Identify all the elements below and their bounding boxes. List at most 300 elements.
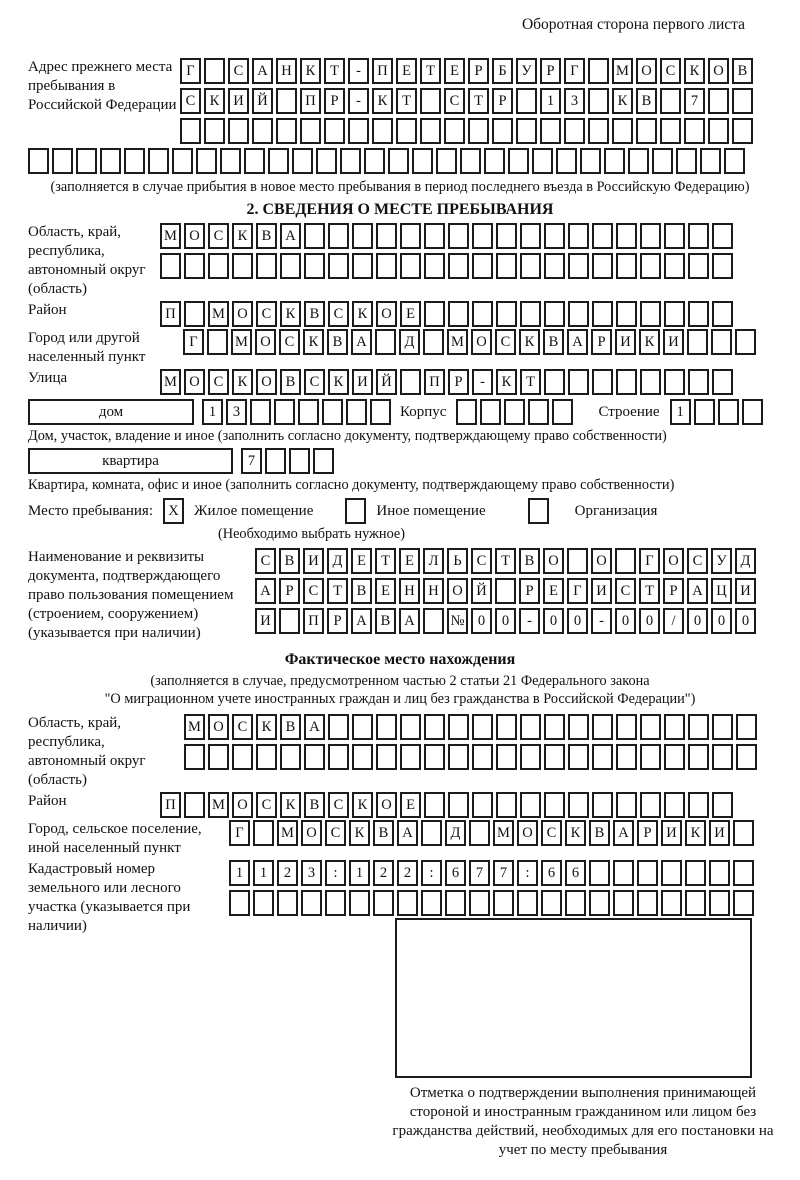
form-cell[interactable] [664, 792, 685, 818]
form-cell[interactable] [492, 118, 513, 144]
form-cell[interactable]: П [300, 88, 321, 114]
form-cell[interactable]: П [160, 792, 181, 818]
form-cell[interactable] [493, 890, 514, 916]
form-cell[interactable] [732, 88, 753, 114]
form-cell[interactable] [279, 608, 300, 634]
form-cell[interactable] [184, 253, 205, 279]
form-cell[interactable] [664, 744, 685, 770]
form-cell[interactable]: 1 [670, 399, 691, 425]
form-cell[interactable]: К [352, 301, 373, 327]
form-cell[interactable]: 0 [615, 608, 636, 634]
form-cell[interactable]: А [399, 608, 420, 634]
form-cell[interactable]: Н [399, 578, 420, 604]
form-cell[interactable] [592, 223, 613, 249]
form-cell[interactable] [204, 118, 225, 144]
form-cell[interactable] [592, 253, 613, 279]
form-cell[interactable] [292, 148, 313, 174]
form-cell[interactable]: О [184, 223, 205, 249]
form-cell[interactable]: О [376, 792, 397, 818]
form-cell[interactable]: Е [543, 578, 564, 604]
form-cell[interactable]: В [280, 369, 301, 395]
form-cell[interactable] [733, 820, 754, 846]
form-cell[interactable] [280, 744, 301, 770]
form-cell[interactable]: 0 [735, 608, 756, 634]
form-cell[interactable] [616, 792, 637, 818]
form-cell[interactable] [100, 148, 121, 174]
form-cell[interactable]: П [424, 369, 445, 395]
form-cell[interactable]: 6 [541, 860, 562, 886]
form-cell[interactable]: Л [423, 548, 444, 574]
form-cell[interactable] [592, 369, 613, 395]
form-cell[interactable] [712, 369, 733, 395]
form-cell[interactable]: Р [468, 58, 489, 84]
form-cell[interactable] [664, 301, 685, 327]
form-cell[interactable] [448, 792, 469, 818]
form-cell[interactable] [552, 399, 573, 425]
form-cell[interactable] [445, 890, 466, 916]
form-cell[interactable]: Е [444, 58, 465, 84]
form-cell[interactable] [532, 148, 553, 174]
form-cell[interactable]: 1 [253, 860, 274, 886]
form-cell[interactable]: Р [663, 578, 684, 604]
form-cell[interactable]: 7 [684, 88, 705, 114]
form-cell[interactable]: 6 [445, 860, 466, 886]
form-cell[interactable] [733, 890, 754, 916]
form-cell[interactable]: О [255, 329, 276, 355]
form-cell[interactable]: Е [375, 578, 396, 604]
form-cell[interactable]: В [280, 714, 301, 740]
form-cell[interactable]: Р [519, 578, 540, 604]
form-cell[interactable]: Б [492, 58, 513, 84]
form-cell[interactable]: Т [468, 88, 489, 114]
form-cell[interactable]: Д [327, 548, 348, 574]
form-cell[interactable]: Е [400, 792, 421, 818]
form-cell[interactable] [568, 714, 589, 740]
form-cell[interactable]: № [447, 608, 468, 634]
form-cell[interactable]: П [160, 301, 181, 327]
form-cell[interactable] [724, 148, 745, 174]
form-cell[interactable]: В [543, 329, 564, 355]
form-cell[interactable] [396, 118, 417, 144]
form-cell[interactable]: М [277, 820, 298, 846]
house-box[interactable]: дом [28, 399, 194, 425]
form-cell[interactable] [592, 714, 613, 740]
form-cell[interactable]: : [421, 860, 442, 886]
apartment-box[interactable]: квартира [28, 448, 233, 474]
form-cell[interactable] [640, 223, 661, 249]
form-cell[interactable] [516, 118, 537, 144]
form-cell[interactable]: 1 [202, 399, 223, 425]
form-cell[interactable] [436, 148, 457, 174]
form-cell[interactable] [256, 744, 277, 770]
form-cell[interactable]: Д [445, 820, 466, 846]
form-cell[interactable]: Т [327, 578, 348, 604]
form-cell[interactable] [742, 399, 763, 425]
form-cell[interactable] [592, 301, 613, 327]
form-cell[interactable] [376, 253, 397, 279]
form-cell[interactable]: О [184, 369, 205, 395]
form-cell[interactable]: К [232, 223, 253, 249]
form-cell[interactable] [640, 301, 661, 327]
form-cell[interactable] [736, 744, 757, 770]
form-cell[interactable]: В [351, 578, 372, 604]
form-cell[interactable]: И [661, 820, 682, 846]
form-cell[interactable] [616, 223, 637, 249]
form-cell[interactable] [184, 792, 205, 818]
form-cell[interactable]: П [372, 58, 393, 84]
form-cell[interactable]: М [208, 301, 229, 327]
form-cell[interactable]: Р [637, 820, 658, 846]
form-cell[interactable] [480, 399, 501, 425]
form-cell[interactable] [232, 253, 253, 279]
form-cell[interactable] [207, 329, 228, 355]
form-cell[interactable] [304, 744, 325, 770]
form-cell[interactable] [469, 890, 490, 916]
form-cell[interactable]: Д [399, 329, 420, 355]
form-cell[interactable] [370, 399, 391, 425]
form-cell[interactable] [124, 148, 145, 174]
form-cell[interactable] [709, 890, 730, 916]
form-cell[interactable]: К [328, 369, 349, 395]
form-cell[interactable] [664, 223, 685, 249]
form-cell[interactable] [613, 860, 634, 886]
form-cell[interactable] [708, 118, 729, 144]
form-cell[interactable]: С [660, 58, 681, 84]
form-cell[interactable]: К [685, 820, 706, 846]
form-cell[interactable]: - [472, 369, 493, 395]
form-cell[interactable] [172, 148, 193, 174]
form-cell[interactable]: О [471, 329, 492, 355]
form-cell[interactable]: Т [375, 548, 396, 574]
form-cell[interactable] [712, 301, 733, 327]
form-cell[interactable] [568, 223, 589, 249]
form-cell[interactable] [613, 890, 634, 916]
form-cell[interactable]: А [280, 223, 301, 249]
form-cell[interactable]: А [252, 58, 273, 84]
form-cell[interactable]: В [636, 88, 657, 114]
form-cell[interactable] [588, 58, 609, 84]
form-cell[interactable] [277, 890, 298, 916]
form-cell[interactable] [252, 118, 273, 144]
form-cell[interactable]: О [208, 714, 229, 740]
form-cell[interactable]: К [303, 329, 324, 355]
form-cell[interactable] [400, 253, 421, 279]
form-cell[interactable] [495, 578, 516, 604]
form-cell[interactable]: Т [420, 58, 441, 84]
form-cell[interactable] [589, 890, 610, 916]
form-cell[interactable] [556, 148, 577, 174]
form-cell[interactable] [468, 118, 489, 144]
form-cell[interactable]: К [349, 820, 370, 846]
form-cell[interactable]: А [351, 329, 372, 355]
form-cell[interactable]: А [567, 329, 588, 355]
form-cell[interactable]: Г [639, 548, 660, 574]
form-cell[interactable] [304, 223, 325, 249]
form-cell[interactable]: И [228, 88, 249, 114]
form-cell[interactable] [589, 860, 610, 886]
form-cell[interactable]: 1 [349, 860, 370, 886]
form-cell[interactable]: Й [252, 88, 273, 114]
form-cell[interactable] [196, 148, 217, 174]
form-cell[interactable] [520, 301, 541, 327]
form-cell[interactable] [400, 714, 421, 740]
form-cell[interactable] [615, 548, 636, 574]
form-cell[interactable]: С [256, 792, 277, 818]
form-cell[interactable]: Т [324, 58, 345, 84]
form-cell[interactable] [424, 253, 445, 279]
form-cell[interactable] [736, 714, 757, 740]
form-cell[interactable]: К [256, 714, 277, 740]
form-cell[interactable] [685, 890, 706, 916]
form-cell[interactable]: Р [540, 58, 561, 84]
form-cell[interactable] [376, 714, 397, 740]
form-cell[interactable] [718, 399, 739, 425]
form-cell[interactable] [229, 890, 250, 916]
form-cell[interactable] [540, 118, 561, 144]
form-cell[interactable] [528, 399, 549, 425]
form-cell[interactable] [424, 301, 445, 327]
form-cell[interactable] [496, 253, 517, 279]
form-cell[interactable]: К [372, 88, 393, 114]
form-cell[interactable]: Н [423, 578, 444, 604]
form-cell[interactable] [694, 399, 715, 425]
form-cell[interactable] [516, 88, 537, 114]
form-cell[interactable] [676, 148, 697, 174]
form-cell[interactable] [661, 860, 682, 886]
form-cell[interactable] [448, 253, 469, 279]
form-cell[interactable]: К [204, 88, 225, 114]
form-cell[interactable]: И [709, 820, 730, 846]
form-cell[interactable] [732, 118, 753, 144]
form-cell[interactable] [349, 890, 370, 916]
form-cell[interactable] [328, 744, 349, 770]
form-cell[interactable]: И [591, 578, 612, 604]
form-cell[interactable] [448, 301, 469, 327]
form-cell[interactable]: Д [735, 548, 756, 574]
form-cell[interactable]: Ц [711, 578, 732, 604]
form-cell[interactable] [541, 890, 562, 916]
form-cell[interactable] [544, 223, 565, 249]
form-cell[interactable] [544, 301, 565, 327]
form-cell[interactable] [712, 744, 733, 770]
form-cell[interactable]: О [232, 301, 253, 327]
form-cell[interactable]: К [352, 792, 373, 818]
form-cell[interactable] [460, 148, 481, 174]
form-cell[interactable]: В [327, 329, 348, 355]
form-cell[interactable]: С [328, 301, 349, 327]
form-cell[interactable] [688, 223, 709, 249]
form-cell[interactable] [420, 88, 441, 114]
form-cell[interactable]: Е [400, 301, 421, 327]
form-cell[interactable] [688, 369, 709, 395]
form-cell[interactable]: Е [396, 58, 417, 84]
form-cell[interactable] [637, 860, 658, 886]
form-cell[interactable] [565, 890, 586, 916]
form-cell[interactable]: К [639, 329, 660, 355]
form-cell[interactable] [664, 369, 685, 395]
form-cell[interactable] [733, 860, 754, 886]
form-cell[interactable]: К [280, 792, 301, 818]
form-cell[interactable] [660, 118, 681, 144]
form-cell[interactable] [628, 148, 649, 174]
form-cell[interactable] [352, 744, 373, 770]
form-cell[interactable]: 7 [493, 860, 514, 886]
form-cell[interactable] [712, 714, 733, 740]
form-cell[interactable]: К [300, 58, 321, 84]
form-cell[interactable] [375, 329, 396, 355]
form-cell[interactable] [712, 792, 733, 818]
form-cell[interactable]: Г [229, 820, 250, 846]
form-cell[interactable]: Г [564, 58, 585, 84]
form-cell[interactable]: С [180, 88, 201, 114]
form-cell[interactable] [472, 223, 493, 249]
form-cell[interactable] [328, 253, 349, 279]
form-cell[interactable]: П [303, 608, 324, 634]
form-cell[interactable]: У [516, 58, 537, 84]
form-cell[interactable] [268, 148, 289, 174]
form-cell[interactable] [352, 253, 373, 279]
form-cell[interactable] [276, 88, 297, 114]
form-cell[interactable]: О [517, 820, 538, 846]
form-cell[interactable] [568, 369, 589, 395]
form-cell[interactable]: 0 [639, 608, 660, 634]
form-cell[interactable] [520, 714, 541, 740]
form-cell[interactable] [640, 792, 661, 818]
form-cell[interactable]: С [232, 714, 253, 740]
form-cell[interactable]: - [348, 58, 369, 84]
form-cell[interactable] [316, 148, 337, 174]
form-cell[interactable]: К [519, 329, 540, 355]
form-cell[interactable] [640, 369, 661, 395]
form-cell[interactable] [616, 253, 637, 279]
form-cell[interactable]: М [208, 792, 229, 818]
form-cell[interactable] [709, 860, 730, 886]
form-cell[interactable] [496, 223, 517, 249]
form-cell[interactable]: Р [448, 369, 469, 395]
form-cell[interactable] [376, 223, 397, 249]
form-cell[interactable]: Т [396, 88, 417, 114]
form-cell[interactable] [298, 399, 319, 425]
form-cell[interactable] [424, 744, 445, 770]
form-cell[interactable]: 3 [564, 88, 585, 114]
form-cell[interactable] [276, 118, 297, 144]
form-cell[interactable] [256, 253, 277, 279]
form-cell[interactable]: С [303, 578, 324, 604]
form-cell[interactable] [424, 714, 445, 740]
form-cell[interactable] [373, 890, 394, 916]
form-cell[interactable] [661, 890, 682, 916]
form-cell[interactable] [208, 253, 229, 279]
form-cell[interactable] [346, 399, 367, 425]
form-cell[interactable] [660, 88, 681, 114]
form-cell[interactable]: С [495, 329, 516, 355]
form-cell[interactable] [253, 820, 274, 846]
form-cell[interactable] [400, 744, 421, 770]
form-cell[interactable] [567, 548, 588, 574]
form-cell[interactable] [424, 792, 445, 818]
form-cell[interactable]: В [519, 548, 540, 574]
form-cell[interactable] [280, 253, 301, 279]
form-cell[interactable]: В [279, 548, 300, 574]
form-cell[interactable]: С [471, 548, 492, 574]
form-cell[interactable] [684, 118, 705, 144]
form-cell[interactable] [421, 820, 442, 846]
form-cell[interactable]: С [615, 578, 636, 604]
form-cell[interactable] [340, 148, 361, 174]
form-cell[interactable]: 1 [540, 88, 561, 114]
form-cell[interactable]: - [591, 608, 612, 634]
form-cell[interactable] [472, 714, 493, 740]
form-cell[interactable]: К [612, 88, 633, 114]
form-cell[interactable]: А [613, 820, 634, 846]
form-cell[interactable]: 2 [373, 860, 394, 886]
form-cell[interactable] [148, 148, 169, 174]
form-cell[interactable]: С [687, 548, 708, 574]
form-cell[interactable] [232, 744, 253, 770]
form-cell[interactable]: Т [520, 369, 541, 395]
form-cell[interactable] [708, 88, 729, 114]
form-cell[interactable] [544, 714, 565, 740]
form-cell[interactable] [664, 253, 685, 279]
form-cell[interactable] [517, 890, 538, 916]
form-cell[interactable] [688, 253, 709, 279]
form-cell[interactable] [712, 253, 733, 279]
form-cell[interactable] [568, 301, 589, 327]
form-cell[interactable] [544, 369, 565, 395]
form-cell[interactable] [448, 223, 469, 249]
form-cell[interactable]: Е [399, 548, 420, 574]
form-cell[interactable]: М [184, 714, 205, 740]
form-cell[interactable]: 6 [565, 860, 586, 886]
form-cell[interactable] [484, 148, 505, 174]
form-cell[interactable] [52, 148, 73, 174]
form-cell[interactable]: 0 [471, 608, 492, 634]
form-cell[interactable] [568, 792, 589, 818]
form-cell[interactable] [325, 890, 346, 916]
form-cell[interactable]: 0 [687, 608, 708, 634]
form-cell[interactable] [580, 148, 601, 174]
form-cell[interactable]: И [255, 608, 276, 634]
form-cell[interactable] [328, 714, 349, 740]
form-cell[interactable] [328, 223, 349, 249]
form-cell[interactable] [520, 253, 541, 279]
form-cell[interactable]: 0 [567, 608, 588, 634]
form-cell[interactable] [265, 448, 286, 474]
form-cell[interactable]: С [541, 820, 562, 846]
form-cell[interactable]: 7 [469, 860, 490, 886]
form-cell[interactable]: С [279, 329, 300, 355]
form-cell[interactable] [685, 860, 706, 886]
form-cell[interactable] [421, 890, 442, 916]
form-cell[interactable]: И [303, 548, 324, 574]
form-cell[interactable]: О [447, 578, 468, 604]
checkbox-org[interactable] [528, 498, 549, 524]
form-cell[interactable]: Ь [447, 548, 468, 574]
form-cell[interactable] [76, 148, 97, 174]
form-cell[interactable]: С [208, 369, 229, 395]
form-cell[interactable] [397, 890, 418, 916]
form-cell[interactable] [496, 744, 517, 770]
form-cell[interactable]: 3 [301, 860, 322, 886]
form-cell[interactable]: В [304, 792, 325, 818]
form-cell[interactable]: С [328, 792, 349, 818]
form-cell[interactable] [735, 329, 756, 355]
form-cell[interactable] [352, 714, 373, 740]
form-cell[interactable]: 2 [277, 860, 298, 886]
form-cell[interactable]: Р [591, 329, 612, 355]
form-cell[interactable] [616, 301, 637, 327]
form-cell[interactable] [712, 223, 733, 249]
